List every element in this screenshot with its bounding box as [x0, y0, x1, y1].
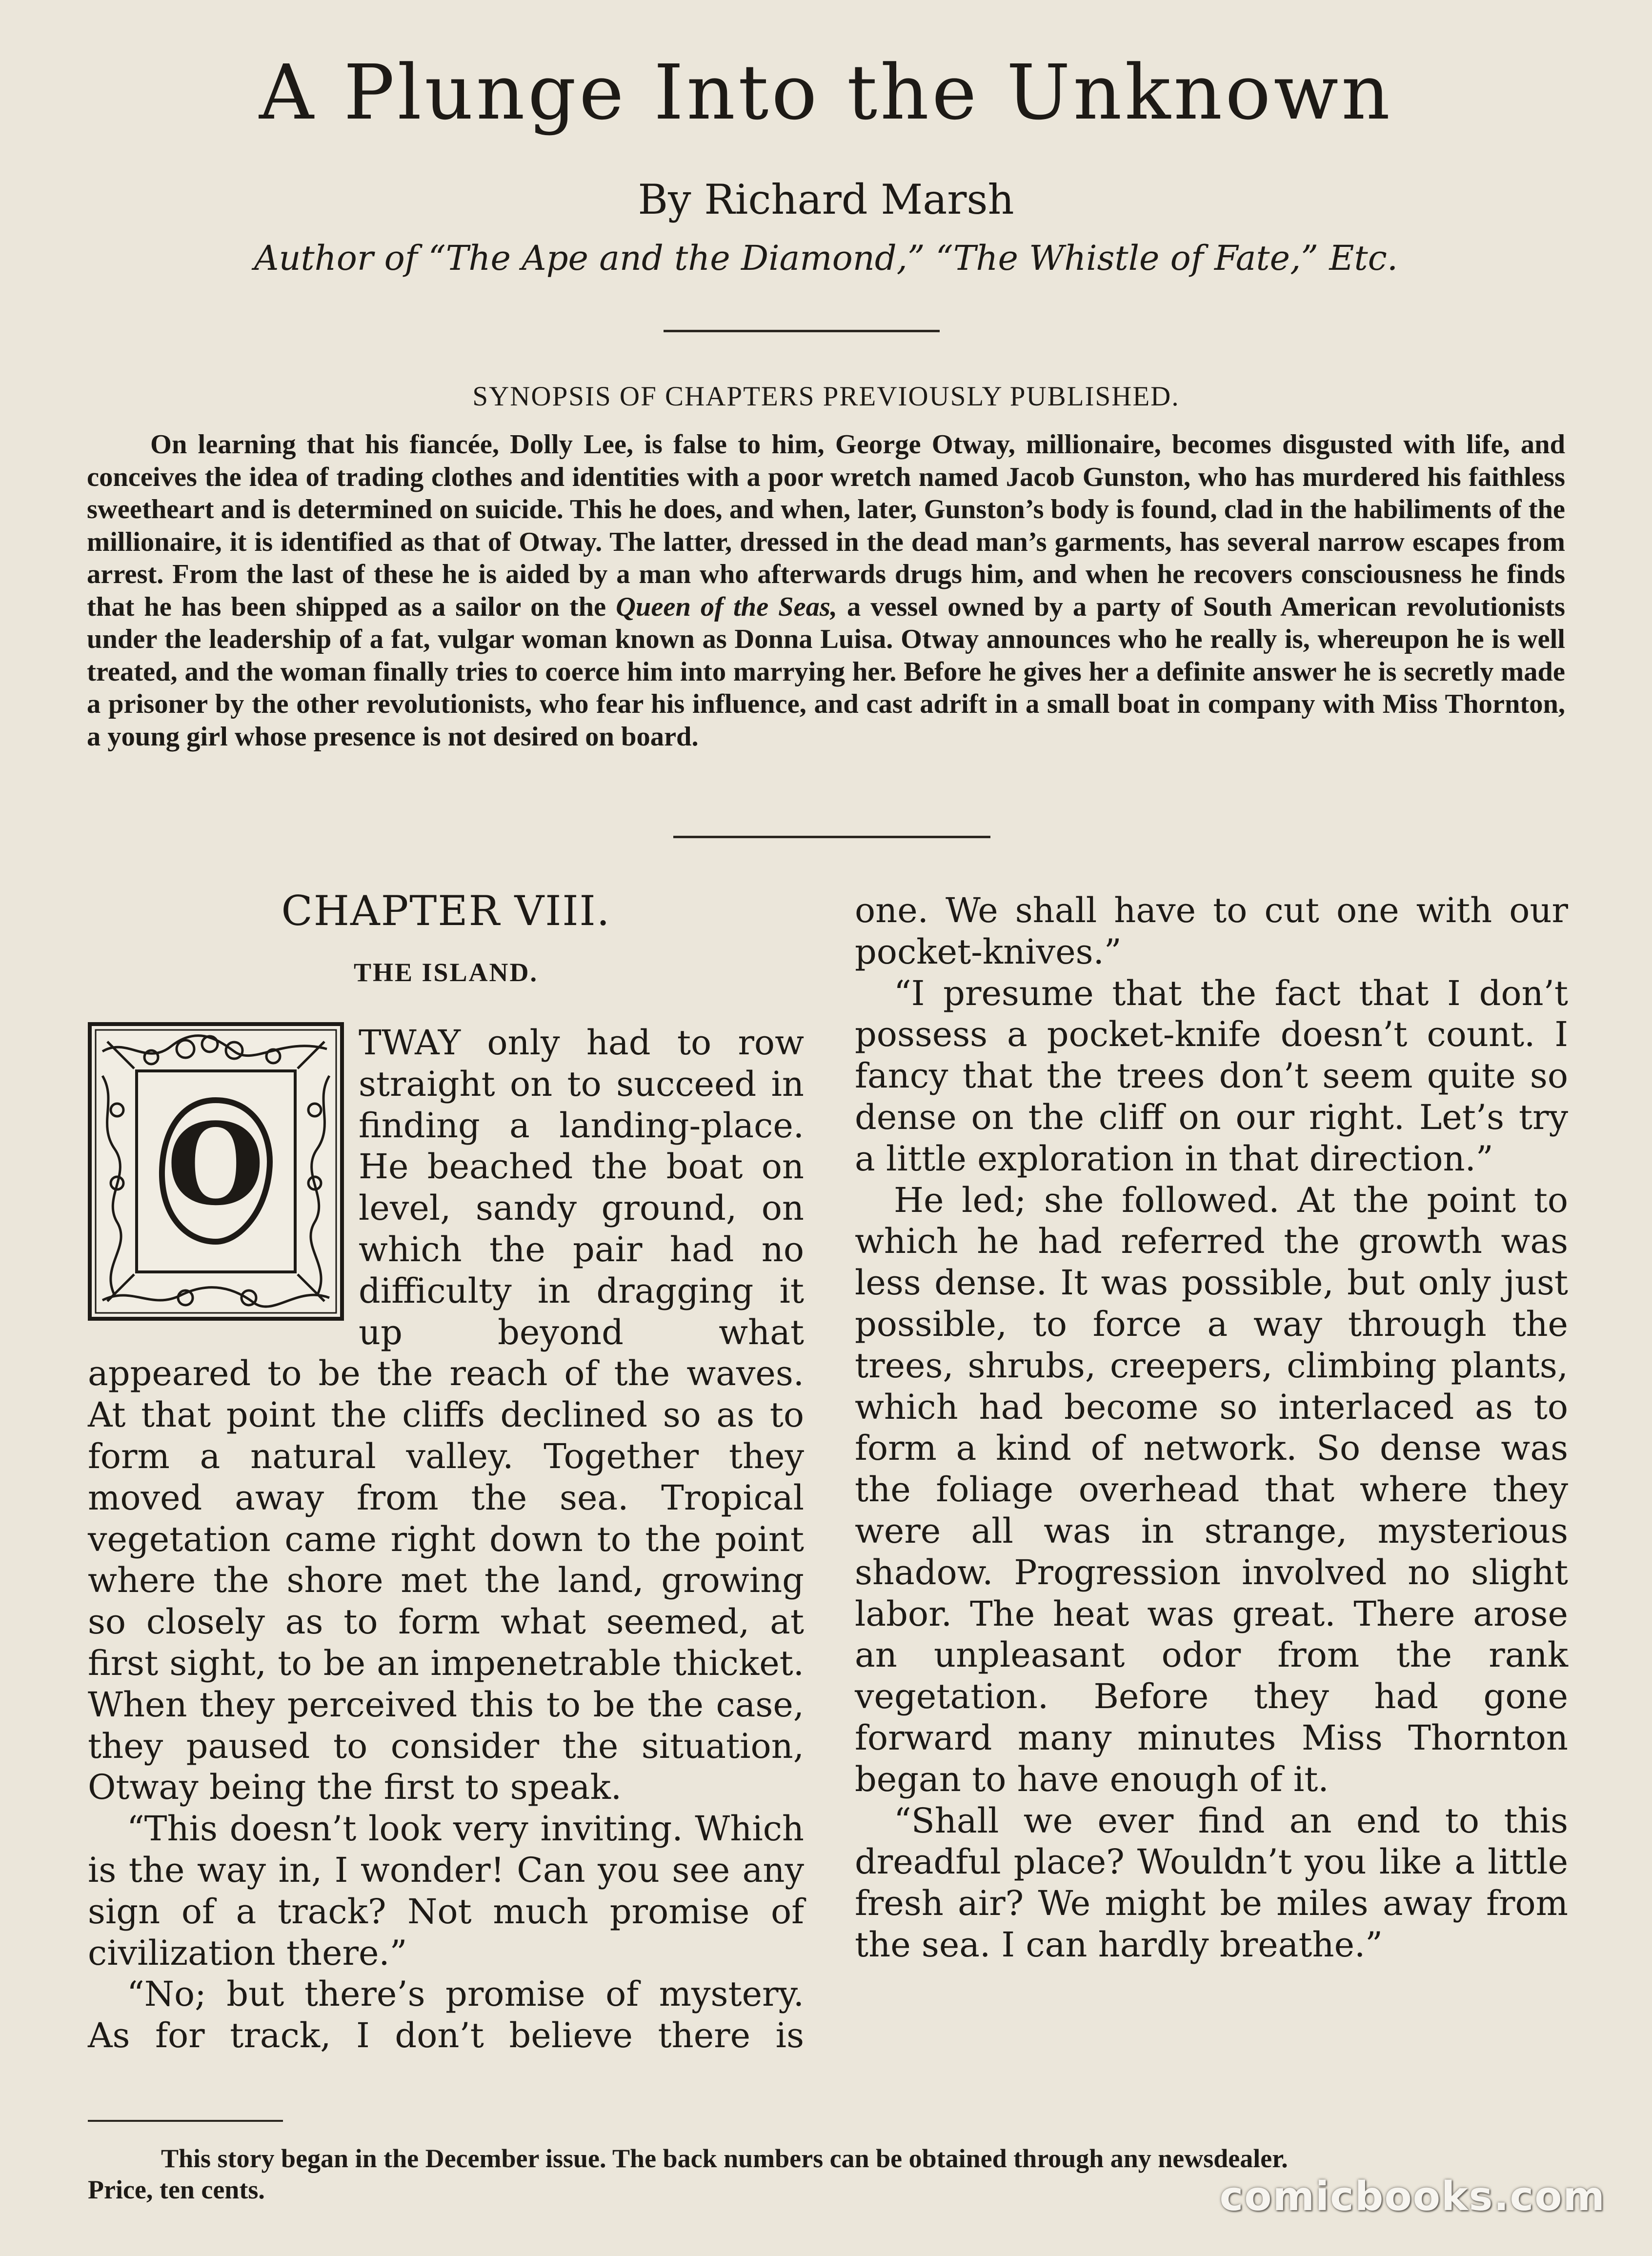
story-title: A Plunge Into the Unknown	[259, 48, 1393, 137]
paragraph: “This doesn’t look very inviting. Which is the way in, I wonder! Can you see any sign of a track? Not much promise of civilization there.”	[88, 1809, 804, 1973]
synopsis-text-part2: a vessel owned by a party of South American revolutionists under the leadership of a fat, vulgar woman known as Donna Luisa. Otway announces who he really is, whereupon he is well treated, and the woman finally tries to coerce him into marrying her. Before he gives her a definite answer he is secretly made a prisoner by the other revolutionists, who fear his influence, and cast adrift in a small boat in company with Miss Thornton, a young girl whose presence is not desired on board.	[87, 591, 1565, 752]
paragraph: “Shall we ever find an end to this dreadful place? Wouldn’t you like a little fresh air? We might be miles away from the sea. I can hardly breathe.”	[855, 1800, 1568, 1965]
synopsis-text-part1: On learning that his fiancée, Dolly Lee, is false to him, George Otway, millionaire, becomes disgusted with life, and conceives the idea of trading clothes and identities with a poor wretch named Jacob Gunston, who has murdered his faithless sweetheart and is determined on suicide. This he does, and when, later, Gunston’s body is found, clad in the habiliments of the millionaire, it is identified as that of Otway. The latter, dressed in the dead man’s garments, has several narrow escapes from arrest. From the last of these he is aided by a man who afterwards drugs him, and when he recovers consciousness he finds that he has been shipped as a sailor on the	[87, 429, 1565, 622]
dropcap-letter: O	[166, 1099, 265, 1230]
paragraph: TWAY only had to row straight on to succeed in finding a landing-place. He beached the boat on level, sandy ground, on which the pair had no difficulty in dragging it up beyond what appeared to be the reach of the waves. At that point the cliffs declined so as to form a natural valley. Together they moved away from the sea. Tropical vegetation came right down to the point where the shore met the land, growing so closely as to form what seemed, at first sight, to be an impenetrable thicket. When they perceived this to be the case, they paused to consider the situation, Otway being the first to speak.	[88, 1023, 804, 1808]
author-byline: By Richard Marsh	[638, 176, 1014, 223]
right-column	[855, 890, 1568, 1966]
footnote-line1: This story began in the December issue. The back numbers can be obtained through any newsdealer.	[161, 2144, 1288, 2173]
watermark-logo: comicbooks.com	[1219, 2174, 1606, 2220]
synopsis-text	[87, 428, 1565, 753]
author-credits: Author of “The Ape and the Diamond,” “The Whistle of Fate,” Etc.	[254, 238, 1398, 278]
footnote-divider	[88, 2120, 283, 2122]
ship-name: Queen of the Seas,	[616, 591, 837, 622]
paragraph: one. We shall have to cut one with our pocket-knives.”	[855, 890, 1568, 972]
left-column	[88, 1022, 804, 2056]
synopsis-heading: SYNOPSIS OF CHAPTERS PREVIOUSLY PUBLISHED.	[472, 381, 1180, 412]
paragraph: He led; she followed. At the point to which he had referred the growth was less dense. It was possible, but only just possible, to force a way through the trees, shrubs, creepers, climbing plants, which had become so interlaced as to form a kind of network. So dense was the foliage overhead that where they were all was in strange, mysterious shadow. Progression involved no slight labor. The heat was great. There arose an unpleasant odor from the rank vegetation. Before they had gone forward many minutes Miss Thornton began to have enough of it.	[855, 1180, 1568, 1799]
chapter-subtitle: THE ISLAND.	[353, 958, 539, 987]
synopsis-divider	[673, 836, 990, 838]
title-divider	[664, 330, 940, 332]
chapter-heading: CHAPTER VIII.	[281, 887, 611, 935]
ornamental-drop-cap	[88, 1022, 344, 1321]
footnote-line2: Price, ten cents.	[88, 2175, 265, 2204]
paragraph: “I presume that the fact that I don’t possess a pocket-knife doesn’t count. I fancy that the trees don’t seem quite so dense on the cliff on our right. Let’s try a little exploration in that direction.”	[855, 973, 1568, 1179]
paragraph: “No; but there’s promise of mystery. As for track, I don’t believe there is	[88, 1974, 804, 2056]
